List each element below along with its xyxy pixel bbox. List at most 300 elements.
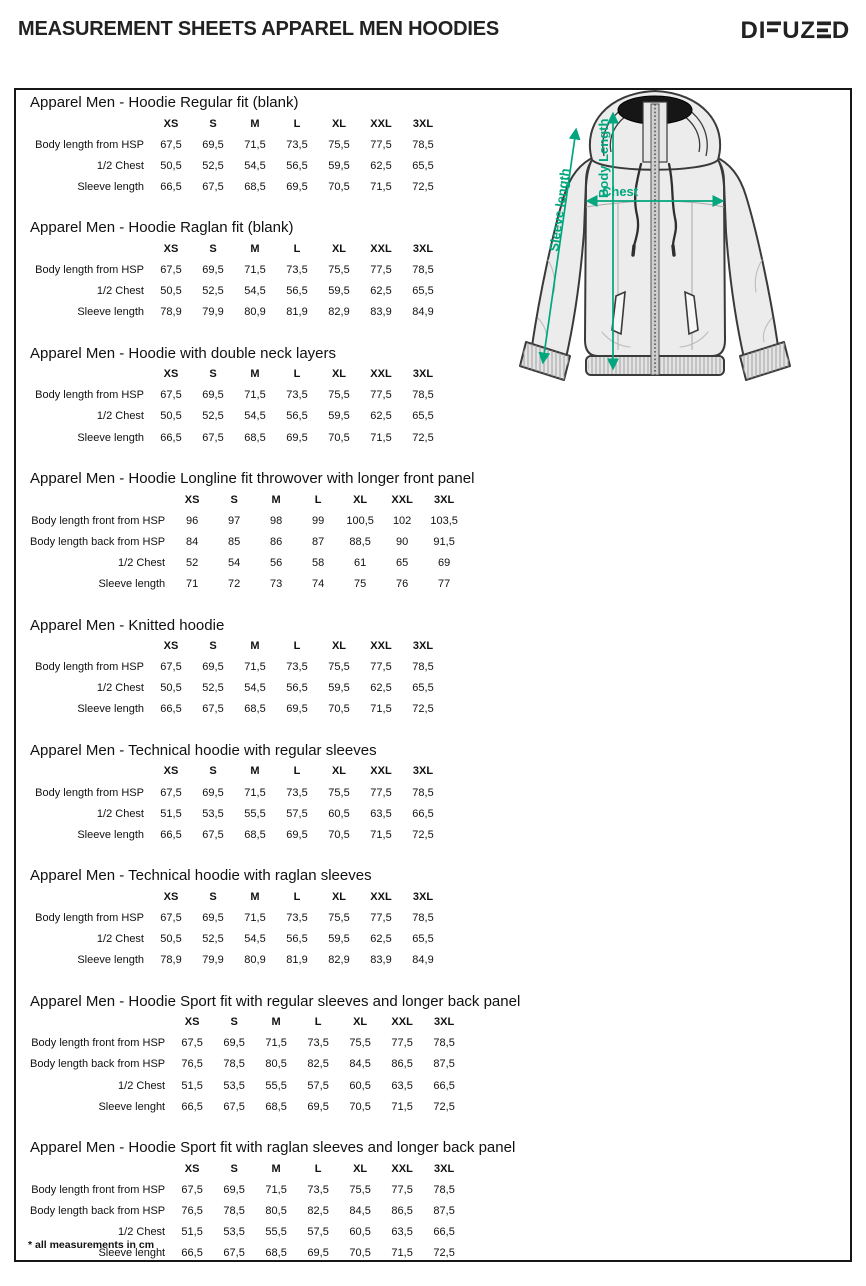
value-cell: 81,9 bbox=[286, 306, 308, 319]
logo-letter-e bbox=[817, 22, 831, 39]
size-header: 3XL bbox=[434, 493, 455, 506]
row-label: 1/2 Chest bbox=[118, 1225, 166, 1238]
logo-letter: U bbox=[782, 17, 801, 44]
size-header: L bbox=[293, 368, 301, 381]
value-cell: 76,5 bbox=[181, 1204, 203, 1217]
table-row bbox=[30, 531, 465, 552]
table-row bbox=[30, 427, 444, 448]
table-row bbox=[30, 552, 465, 573]
value-cell: 82,9 bbox=[328, 954, 350, 967]
size-header: XXL bbox=[391, 1016, 413, 1029]
value-cell: 73,5 bbox=[286, 911, 308, 924]
value-cell: 57,5 bbox=[286, 807, 308, 820]
value-cell: 69,5 bbox=[202, 263, 224, 276]
value-cell: 69,5 bbox=[286, 180, 308, 193]
size-header: XL bbox=[331, 890, 347, 903]
value-cell: 54,5 bbox=[244, 285, 266, 298]
size-header: XL bbox=[331, 117, 347, 130]
tables-column bbox=[30, 94, 521, 1286]
value-cell: 77,5 bbox=[370, 389, 392, 402]
size-header: XS bbox=[163, 117, 179, 130]
value-cell: 71,5 bbox=[370, 703, 392, 716]
value-cell: 77,5 bbox=[370, 786, 392, 799]
value-cell: 72,5 bbox=[433, 1247, 455, 1260]
value-cell: 77,5 bbox=[370, 138, 392, 151]
value-cell: 78,5 bbox=[433, 1183, 455, 1196]
value-cell: 82,5 bbox=[307, 1058, 329, 1071]
value-cell: 78,5 bbox=[412, 786, 434, 799]
value-cell: 56,5 bbox=[286, 285, 308, 298]
value-cell: 65,5 bbox=[412, 682, 434, 695]
size-header: XS bbox=[163, 368, 179, 381]
value-cell: 67,5 bbox=[160, 911, 182, 924]
size-header: S bbox=[209, 765, 217, 778]
value-cell: 84,9 bbox=[412, 306, 434, 319]
value-cell: 50,5 bbox=[160, 410, 182, 423]
size-header: M bbox=[250, 368, 260, 381]
size-header: M bbox=[250, 242, 260, 255]
logo-letter: I bbox=[758, 17, 767, 44]
size-header: S bbox=[230, 1016, 238, 1029]
value-cell: 66,5 bbox=[160, 703, 182, 716]
corner-cell bbox=[30, 1158, 171, 1179]
row-label: 1/2 Chest bbox=[118, 1079, 166, 1092]
value-cell: 69 bbox=[438, 556, 451, 569]
value-cell: 80,5 bbox=[265, 1204, 287, 1217]
value-cell: 65 bbox=[396, 556, 409, 569]
value-cell: 77,5 bbox=[391, 1037, 413, 1050]
value-cell: 86 bbox=[270, 535, 283, 548]
row-label: Sleeve length bbox=[77, 954, 144, 967]
row-label: Sleeve length bbox=[77, 306, 144, 319]
size-header: XS bbox=[163, 890, 179, 903]
value-cell: 66,5 bbox=[433, 1079, 455, 1092]
sleeve-length-label: Sleeve length bbox=[546, 167, 573, 253]
measurements-table bbox=[30, 238, 444, 322]
value-cell: 69,5 bbox=[202, 786, 224, 799]
value-cell: 68,5 bbox=[244, 703, 266, 716]
logo-letter: D bbox=[740, 17, 759, 44]
size-header: 3XL bbox=[412, 368, 434, 381]
row-label: Sleeve length bbox=[98, 578, 166, 590]
row-label: 1/2 Chest bbox=[96, 410, 144, 423]
value-cell: 81,9 bbox=[286, 954, 308, 967]
value-cell: 60,5 bbox=[349, 1225, 371, 1238]
table-title: Apparel Men - Hoodie Regular fit (blank) bbox=[30, 94, 299, 111]
size-header: XXL bbox=[370, 242, 392, 255]
value-cell: 51,5 bbox=[181, 1079, 203, 1092]
value-cell: 53,5 bbox=[202, 807, 224, 820]
value-cell: 63,5 bbox=[370, 807, 392, 820]
value-cell: 82,5 bbox=[307, 1204, 329, 1217]
row-label: Body length from HSP bbox=[35, 263, 144, 276]
value-cell: 67,5 bbox=[160, 138, 182, 151]
size-header: S bbox=[209, 242, 217, 255]
value-cell: 56,5 bbox=[286, 933, 308, 946]
value-cell: 53,5 bbox=[223, 1225, 245, 1238]
size-header: 3XL bbox=[434, 1016, 455, 1029]
value-cell: 68,5 bbox=[244, 431, 266, 444]
value-cell: 84,5 bbox=[349, 1058, 371, 1071]
table-title: Apparel Men - Hoodie with double neck layers bbox=[30, 344, 336, 362]
value-cell: 78,9 bbox=[160, 954, 182, 967]
size-table bbox=[30, 617, 470, 720]
size-header: 3XL bbox=[434, 1162, 455, 1175]
value-cell: 84 bbox=[186, 535, 199, 548]
table-row bbox=[30, 406, 444, 427]
measurements-table bbox=[30, 364, 444, 448]
row-label: Body length front from HSP bbox=[31, 514, 166, 527]
value-cell: 73,5 bbox=[286, 786, 308, 799]
size-header: XL bbox=[353, 1016, 368, 1029]
value-cell: 70,5 bbox=[349, 1100, 371, 1113]
size-header-row bbox=[30, 238, 444, 259]
value-cell: 99 bbox=[312, 514, 325, 527]
value-cell: 63,5 bbox=[391, 1225, 413, 1238]
value-cell: 51,5 bbox=[160, 807, 182, 820]
value-cell: 52 bbox=[186, 556, 199, 569]
size-header: L bbox=[293, 242, 301, 255]
table-row bbox=[30, 155, 444, 176]
size-header: XXL bbox=[370, 765, 392, 778]
size-header: M bbox=[250, 640, 260, 653]
value-cell: 77,5 bbox=[370, 263, 392, 276]
value-cell: 86,5 bbox=[391, 1204, 413, 1217]
row-label: Sleeve length bbox=[77, 828, 144, 841]
table-row bbox=[30, 176, 444, 197]
size-header: S bbox=[230, 1162, 238, 1175]
row-label: Body length front from HSP bbox=[31, 1183, 166, 1196]
value-cell: 55,5 bbox=[244, 807, 266, 820]
value-cell: 68,5 bbox=[265, 1247, 287, 1260]
value-cell: 71,5 bbox=[265, 1183, 287, 1196]
size-table bbox=[30, 345, 470, 448]
size-header: 3XL bbox=[412, 890, 434, 903]
value-cell: 52,5 bbox=[202, 159, 224, 172]
value-cell: 57,5 bbox=[307, 1079, 329, 1092]
value-cell: 59,5 bbox=[328, 933, 350, 946]
value-cell: 78,5 bbox=[412, 911, 434, 924]
value-cell: 75,5 bbox=[328, 911, 350, 924]
table-row bbox=[30, 1179, 465, 1200]
value-cell: 73,5 bbox=[286, 263, 308, 276]
value-cell: 75,5 bbox=[328, 138, 350, 151]
size-header: 3XL bbox=[412, 765, 434, 778]
value-cell: 71,5 bbox=[244, 138, 266, 151]
table-row bbox=[30, 803, 444, 824]
value-cell: 66,5 bbox=[412, 807, 434, 820]
table-row bbox=[30, 134, 444, 155]
value-cell: 73,5 bbox=[286, 661, 308, 674]
value-cell: 74 bbox=[312, 578, 325, 590]
value-cell: 71,5 bbox=[244, 911, 266, 924]
value-cell: 69,5 bbox=[307, 1247, 329, 1260]
value-cell: 71,5 bbox=[370, 431, 392, 444]
table-row bbox=[30, 510, 465, 531]
brand-logo bbox=[741, 18, 850, 43]
row-label: 1/2 Chest bbox=[96, 682, 144, 695]
size-header: L bbox=[314, 493, 322, 506]
value-cell: 103,5 bbox=[430, 514, 458, 527]
value-cell: 59,5 bbox=[328, 159, 350, 172]
value-cell: 73,5 bbox=[307, 1037, 329, 1050]
value-cell: 71,5 bbox=[244, 661, 266, 674]
size-header: L bbox=[293, 640, 301, 653]
size-header: XS bbox=[184, 493, 200, 506]
value-cell: 78,5 bbox=[433, 1037, 455, 1050]
size-header: XL bbox=[331, 242, 347, 255]
value-cell: 75,5 bbox=[328, 786, 350, 799]
value-cell: 57,5 bbox=[307, 1225, 329, 1238]
size-header: XS bbox=[184, 1162, 200, 1175]
value-cell: 69,5 bbox=[223, 1183, 245, 1196]
value-cell: 67,5 bbox=[202, 431, 224, 444]
value-cell: 97 bbox=[228, 514, 241, 527]
row-label: 1/2 Chest bbox=[96, 933, 144, 946]
value-cell: 83,9 bbox=[370, 306, 392, 319]
body-length-label: Body Length bbox=[596, 118, 611, 198]
value-cell: 69,5 bbox=[223, 1037, 245, 1050]
corner-cell bbox=[30, 238, 150, 259]
size-header: S bbox=[209, 640, 217, 653]
row-label: Body length from HSP bbox=[35, 661, 144, 674]
value-cell: 72,5 bbox=[433, 1100, 455, 1113]
value-cell: 68,5 bbox=[265, 1100, 287, 1113]
value-cell: 75,5 bbox=[328, 661, 350, 674]
table-row bbox=[30, 385, 444, 406]
table-row bbox=[30, 302, 444, 323]
value-cell: 66,5 bbox=[160, 180, 182, 193]
value-cell: 50,5 bbox=[160, 933, 182, 946]
size-header: S bbox=[209, 890, 217, 903]
measurements-table bbox=[30, 1012, 465, 1117]
value-cell: 53,5 bbox=[223, 1079, 245, 1092]
value-cell: 79,9 bbox=[202, 954, 224, 967]
value-cell: 67,5 bbox=[202, 828, 224, 841]
value-cell: 98 bbox=[270, 514, 283, 527]
size-header-row bbox=[30, 489, 465, 510]
size-header: S bbox=[230, 493, 238, 506]
size-header: XS bbox=[163, 640, 179, 653]
value-cell: 54,5 bbox=[244, 410, 266, 423]
value-cell: 50,5 bbox=[160, 285, 182, 298]
value-cell: 65,5 bbox=[412, 410, 434, 423]
value-cell: 80,9 bbox=[244, 954, 266, 967]
row-label: 1/2 Chest bbox=[96, 285, 144, 298]
value-cell: 67,5 bbox=[181, 1183, 203, 1196]
value-cell: 67,5 bbox=[160, 661, 182, 674]
value-cell: 102 bbox=[392, 514, 412, 527]
size-header-row bbox=[30, 364, 444, 385]
corner-cell bbox=[30, 364, 150, 385]
table-title: Apparel Men - Technical hoodie with raglan sleeves bbox=[30, 867, 372, 885]
size-table bbox=[30, 867, 470, 970]
corner-cell bbox=[30, 113, 150, 134]
sheet-frame bbox=[14, 88, 852, 1262]
row-label: Body length from HSP bbox=[35, 389, 144, 402]
value-cell: 72,5 bbox=[412, 431, 434, 444]
table-row bbox=[30, 1096, 465, 1117]
value-cell: 62,5 bbox=[370, 159, 392, 172]
size-table bbox=[30, 219, 470, 322]
value-cell: 68,5 bbox=[244, 828, 266, 841]
value-cell: 75,5 bbox=[349, 1037, 371, 1050]
size-header: L bbox=[293, 765, 301, 778]
value-cell: 75,5 bbox=[328, 263, 350, 276]
value-cell: 51,5 bbox=[181, 1225, 203, 1238]
corner-cell bbox=[30, 761, 150, 782]
logo-letter: Z bbox=[800, 17, 816, 44]
left-aglet bbox=[633, 246, 634, 255]
size-header: S bbox=[209, 368, 217, 381]
table-title: Apparel Men - Hoodie Longline fit throwover with longer front panel bbox=[30, 470, 475, 488]
size-header: S bbox=[209, 117, 217, 130]
size-header: M bbox=[250, 117, 260, 130]
size-header: 3XL bbox=[412, 640, 434, 653]
value-cell: 73,5 bbox=[286, 138, 308, 151]
table-title: Apparel Men - Hoodie Raglan fit (blank) bbox=[30, 219, 294, 237]
size-header: M bbox=[271, 1016, 281, 1029]
value-cell: 55,5 bbox=[265, 1079, 287, 1092]
value-cell: 80,5 bbox=[265, 1058, 287, 1071]
value-cell: 69,5 bbox=[202, 661, 224, 674]
value-cell: 60,5 bbox=[349, 1079, 371, 1092]
measurements-table bbox=[30, 886, 444, 970]
value-cell: 65,5 bbox=[412, 159, 434, 172]
row-label: Body length back from HSP bbox=[30, 1204, 166, 1217]
table-title: Apparel Men - Hoodie Sport fit with regular sleeves and longer back panel bbox=[30, 992, 521, 1010]
table-row bbox=[30, 281, 444, 302]
value-cell: 58 bbox=[312, 556, 325, 569]
table-row bbox=[30, 950, 444, 971]
value-cell: 73,5 bbox=[307, 1183, 329, 1196]
table-title: Apparel Men - Technical hoodie with regular sleeves bbox=[30, 741, 377, 759]
table-row bbox=[30, 574, 465, 595]
size-header-row bbox=[30, 1012, 465, 1033]
size-header: XXL bbox=[370, 117, 392, 130]
value-cell: 63,5 bbox=[391, 1079, 413, 1092]
row-label: Sleeve lenght bbox=[98, 1247, 166, 1260]
value-cell: 73 bbox=[270, 578, 283, 590]
value-cell: 69,5 bbox=[307, 1100, 329, 1113]
size-header: XS bbox=[184, 1016, 200, 1029]
measurements-table bbox=[30, 489, 465, 594]
corner-cell bbox=[30, 489, 171, 510]
value-cell: 71,5 bbox=[244, 389, 266, 402]
value-cell: 67,5 bbox=[160, 389, 182, 402]
size-header-row bbox=[30, 1158, 465, 1179]
value-cell: 66,5 bbox=[160, 828, 182, 841]
value-cell: 90 bbox=[396, 535, 409, 548]
value-cell: 59,5 bbox=[328, 285, 350, 298]
value-cell: 78,5 bbox=[412, 661, 434, 674]
value-cell: 78,5 bbox=[223, 1204, 245, 1217]
measurements-table bbox=[30, 113, 444, 197]
size-header: M bbox=[271, 493, 281, 506]
size-header: XXL bbox=[370, 890, 392, 903]
value-cell: 69,5 bbox=[286, 431, 308, 444]
value-cell: 76 bbox=[396, 578, 409, 590]
row-label: 1/2 Chest bbox=[96, 807, 144, 820]
size-header-row bbox=[30, 636, 444, 657]
row-label: Body length front from HSP bbox=[31, 1037, 166, 1050]
value-cell: 77,5 bbox=[391, 1183, 413, 1196]
value-cell: 71,5 bbox=[391, 1100, 413, 1113]
value-cell: 67,5 bbox=[160, 263, 182, 276]
value-cell: 50,5 bbox=[160, 159, 182, 172]
value-cell: 62,5 bbox=[370, 285, 392, 298]
value-cell: 72,5 bbox=[412, 180, 434, 193]
hoodie-diagram bbox=[490, 80, 820, 400]
value-cell: 87,5 bbox=[433, 1204, 455, 1217]
value-cell: 70,5 bbox=[349, 1247, 371, 1260]
value-cell: 69,5 bbox=[202, 138, 224, 151]
table-row bbox=[30, 259, 444, 280]
value-cell: 77,5 bbox=[370, 911, 392, 924]
size-header: 3XL bbox=[412, 242, 434, 255]
value-cell: 72,5 bbox=[412, 703, 434, 716]
value-cell: 52,5 bbox=[202, 410, 224, 423]
size-header: XL bbox=[331, 368, 347, 381]
zipper bbox=[651, 104, 659, 375]
corner-cell bbox=[30, 1012, 171, 1033]
corner-cell bbox=[30, 886, 150, 907]
value-cell: 79,9 bbox=[202, 306, 224, 319]
size-header: L bbox=[293, 890, 301, 903]
value-cell: 80,9 bbox=[244, 306, 266, 319]
value-cell: 66,5 bbox=[181, 1100, 203, 1113]
corner-cell bbox=[30, 636, 150, 657]
logo-letter: D bbox=[831, 17, 850, 44]
table-row bbox=[30, 929, 444, 950]
value-cell: 55,5 bbox=[265, 1225, 287, 1238]
value-cell: 87,5 bbox=[433, 1058, 455, 1071]
table-row bbox=[30, 657, 444, 678]
table-row bbox=[30, 678, 444, 699]
value-cell: 100,5 bbox=[346, 514, 374, 527]
measurements-table bbox=[30, 636, 444, 720]
size-header-row bbox=[30, 761, 444, 782]
value-cell: 88,5 bbox=[349, 535, 371, 548]
value-cell: 56,5 bbox=[286, 410, 308, 423]
table-row bbox=[30, 1033, 465, 1054]
row-label: Sleeve length bbox=[77, 703, 144, 716]
value-cell: 70,5 bbox=[328, 828, 350, 841]
value-cell: 50,5 bbox=[160, 682, 182, 695]
value-cell: 71 bbox=[186, 578, 199, 590]
value-cell: 75,5 bbox=[349, 1183, 371, 1196]
value-cell: 77 bbox=[438, 578, 451, 590]
size-header: M bbox=[250, 890, 260, 903]
value-cell: 62,5 bbox=[370, 410, 392, 423]
size-header: M bbox=[250, 765, 260, 778]
value-cell: 70,5 bbox=[328, 431, 350, 444]
value-cell: 91,5 bbox=[433, 535, 455, 548]
value-cell: 84,5 bbox=[349, 1204, 371, 1217]
size-header: L bbox=[314, 1016, 322, 1029]
value-cell: 67,5 bbox=[223, 1100, 245, 1113]
value-cell: 52,5 bbox=[202, 285, 224, 298]
table-row bbox=[30, 1075, 465, 1096]
value-cell: 71,5 bbox=[370, 828, 392, 841]
value-cell: 72,5 bbox=[412, 828, 434, 841]
table-row bbox=[30, 782, 444, 803]
value-cell: 69,5 bbox=[286, 703, 308, 716]
table-row bbox=[30, 824, 444, 845]
value-cell: 69,5 bbox=[202, 389, 224, 402]
value-cell: 69,5 bbox=[202, 911, 224, 924]
value-cell: 71,5 bbox=[391, 1247, 413, 1260]
